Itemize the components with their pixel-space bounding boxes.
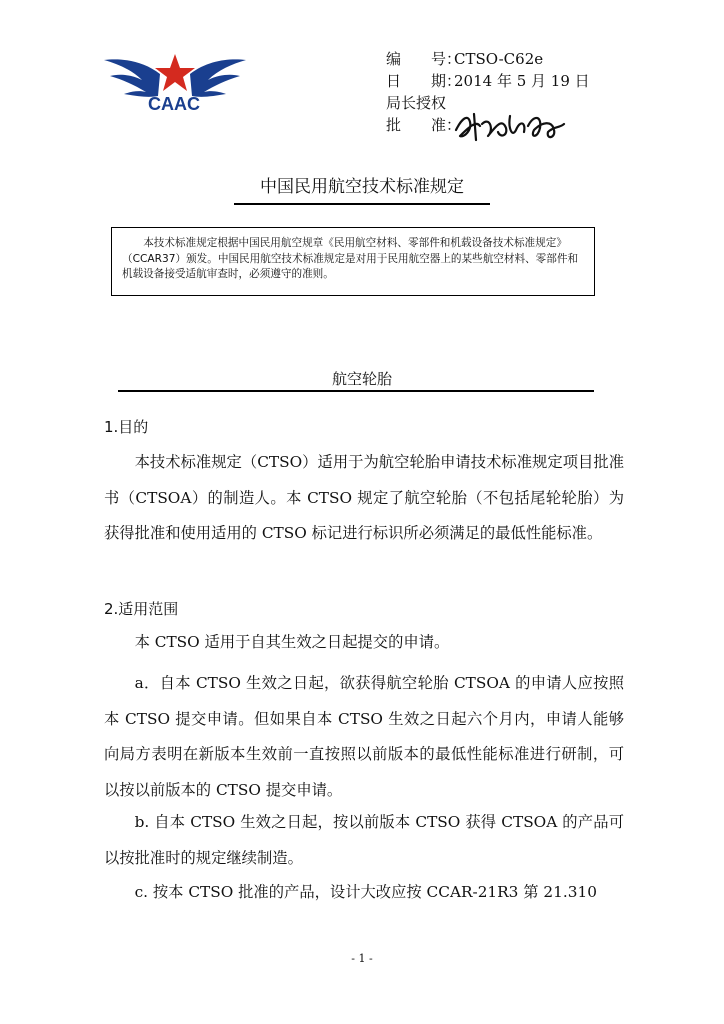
page-number: - 1 - [351,952,373,965]
logo-text: CAAC [148,94,200,114]
section-1-paragraph: 本技术标准规定（CTSO）适用于为航空轮胎申请技术标准规定项目批准书（CTSOA）的制造人。本 CTSO 规定了航空轮胎（不包括尾轮轮胎）为获得批准和使用适用的 CTSO 标记进行标识所必须满足的最低性能标准。 [104,453,624,542]
meta-date-value: 2014 年 5 月 19 日 [454,72,590,90]
meta-number-label: 编 号： [386,50,462,68]
section-2-paragraph-a: a．自本 CTSO 生效之日起，欲获得航空轮胎 CTSOA 的申请人应按照本 CTSO 提交申请。但如果自本 CTSO 生效之日起六个月内，申请人能够向局方表明在新版本生效前一直按照以前版本的最低性能标准进行研制，可以按以前版本的 CTSO 提交申请。 [104,674,624,799]
meta-date-row [386,70,590,92]
section-2-paragraph-c: c. 按本 CTSO 批准的产品，设计大改应按 CCAR-21R3 第 21.310 [134,883,597,901]
meta-number-row [386,48,590,70]
section-2-heading: 2.适用范围 [104,600,179,618]
intro-box: 本技术标准规定根据中国民用航空规章《民用航空材料、零部件和机载设备技术标准规定》（CCAR37）颁发。中国民用航空技术标准规定是对用于民用航空器上的某些航空材料、零部件和机载设备接受适航审查时，必须遵守的准则。 [111,227,595,296]
meta-date-label: 日 期： [386,72,462,90]
section-1-heading: 1.目的 [104,418,149,436]
main-title: 中国民用航空技术标准规定 [260,177,464,197]
section-2-paragraph-b: b. 自本 CTSO 生效之日起，按以前版本 CTSO 获得 CTSOA 的产品可以按批准时的规定继续制造。 [104,813,624,867]
document-title-underline [118,390,594,392]
section-2-paragraph-intro: 本 CTSO 适用于自其生效之日起提交的申请。 [134,633,450,651]
signature-icon [450,108,568,144]
meta-number-value: CTSO-C62e [454,50,544,68]
title-underline [234,203,490,205]
document-title: 航空轮胎 [331,370,392,388]
meta-approve-label: 批 准： [386,116,462,134]
meta-authorize-label: 局长授权 [386,94,447,112]
